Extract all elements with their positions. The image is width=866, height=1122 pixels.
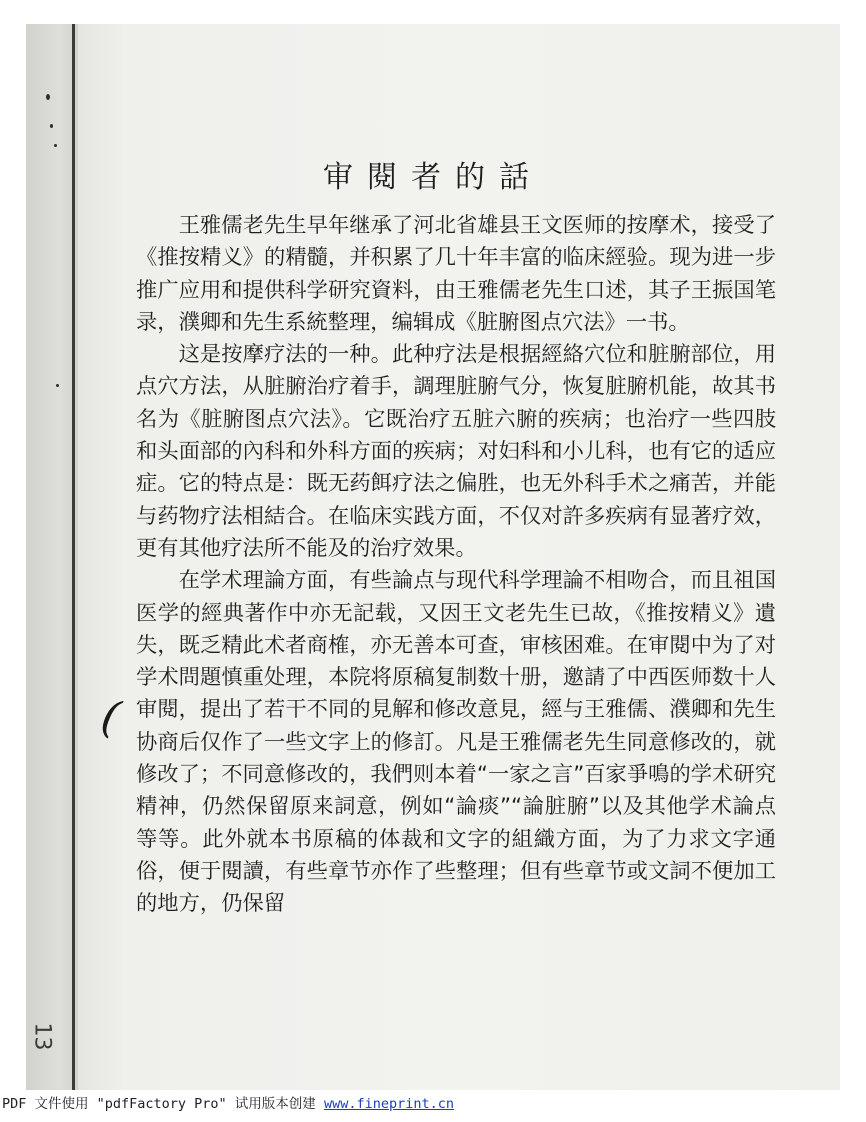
scanned-page [26,24,840,1090]
footer-text: PDF 文件使用 "pdfFactory Pro" 试用版本创建 [2,1096,324,1112]
page-title: 审閱者的話 [323,160,543,195]
body-text [136,210,776,921]
paragraph-3: 在学术理論方面，有些論点与现代科学理論不相吻合，而且祖国医学的經典著作中亦无記载，又因王文老先生已故，《推按精义》遺失，既乏精此术者商榷，亦无善本可查，审核困难。在审閱中为了对学术問題慎重处理，本院将原稿复制数十册，邀請了中西医师数十人审閱，提出了若干不同的見解和修改意見，經与王雅儒、濮卿和先生协商后仅作了一些文字上的修訂。凡是王雅儒老先生同意修改的，就修改了；不同意修改的，我們则本着“一家之言”百家爭鳴的学术研究精神，仍然保留原来詞意，例如“論痰”“論脏腑”以及其他学术論点等等。此外就本书原稿的体裁和文字的組織方面，为了力求文字通俗，便于閱讀，有些章节亦作了些整理；但有些章节或文詞不便加工的地方，仍保留 [136,568,776,917]
page-number: 13 [29,1022,55,1051]
paragraph-1: 王雅儒老先生早年继承了河北省雄县王文医师的按摩术，接受了《推按精义》的精髓，并积累了几十年丰富的临床經验。现为进一步推广应用和提供科学研究資料，由王雅儒老先生口述，其子王振国笔录，濮卿和先生系統整理，编辑成《脏腑图点穴法》一书。 [136,213,776,335]
paragraph-2: 这是按摩疗法的一种。此种疗法是根据經絡穴位和脏腑部位，用点穴方法，从脏腑治疗着手，調理脏腑气分，恢复脏腑机能，故其书名为《脏腑图点穴法》。它既治疗五脏六腑的疾病；也治疗一些四肢和头面部的內科和外科方面的疾病；对妇科和小儿科，也有它的适应症。它的特点是：既无药餌疗法之偏胜，也无外科手术之痛苦，并能与药物疗法相結合。在临床实践方面，不仅对許多疾病有显著疗效，更有其他疗法所不能及的治疗效果。 [136,342,776,561]
footer-link[interactable]: www.fineprint.cn [323,1096,454,1112]
handwritten-margin-mark: ( [96,690,125,745]
pdf-footer [2,1092,454,1112]
